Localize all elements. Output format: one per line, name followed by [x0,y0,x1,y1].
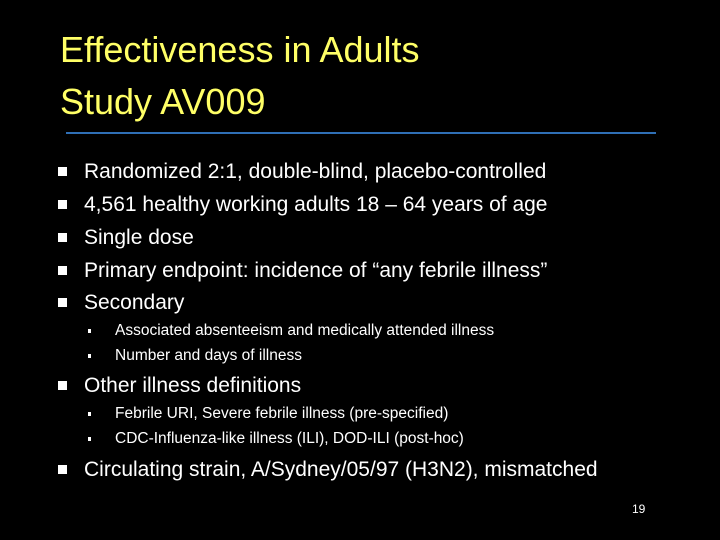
bullet-text: 4,561 healthy working adults 18 – 64 years of age [84,193,548,216]
dot-bullet-icon [88,354,91,358]
square-bullet-icon [58,298,67,307]
sub-bullet-item [115,346,302,366]
dot-bullet-icon [88,412,91,416]
square-bullet-icon [58,233,67,242]
bullet-text: Randomized 2:1, double-blind, placebo-controlled [84,160,547,183]
sub-bullet-text: Number and days of illness [115,347,302,364]
dot-bullet-icon [88,329,91,333]
square-bullet-icon [58,200,67,209]
bullet-text: Primary endpoint: incidence of “any febrile illness” [84,259,548,282]
square-bullet-icon [58,465,67,474]
dot-bullet-icon [88,437,91,441]
sub-bullet-text: Febrile URI, Severe febrile illness (pre-specified) [115,405,449,422]
sub-bullet-item [115,321,494,341]
square-bullet-icon [58,381,67,390]
sub-bullet-item [115,429,464,449]
slide-title-line-2: Study AV009 [60,81,266,122]
bullet-text: Single dose [84,226,194,249]
sub-bullet-item [115,404,448,424]
page-number: 19 [632,502,646,516]
sub-bullet-text: Associated absenteeism and medically attended illness [115,322,495,339]
bullet-text: Circulating strain, A/Sydney/05/97 (H3N2), mismatched [84,458,598,481]
sub-bullet-text: CDC-Influenza-like illness (ILI), DOD-ILI (post-hoc) [115,430,464,447]
bullet-text: Secondary [84,291,185,314]
square-bullet-icon [58,167,67,176]
slide-title-line-1: Effectiveness in Adults [60,29,420,70]
bullet-text: Other illness definitions [84,374,302,397]
square-bullet-icon [58,266,67,275]
